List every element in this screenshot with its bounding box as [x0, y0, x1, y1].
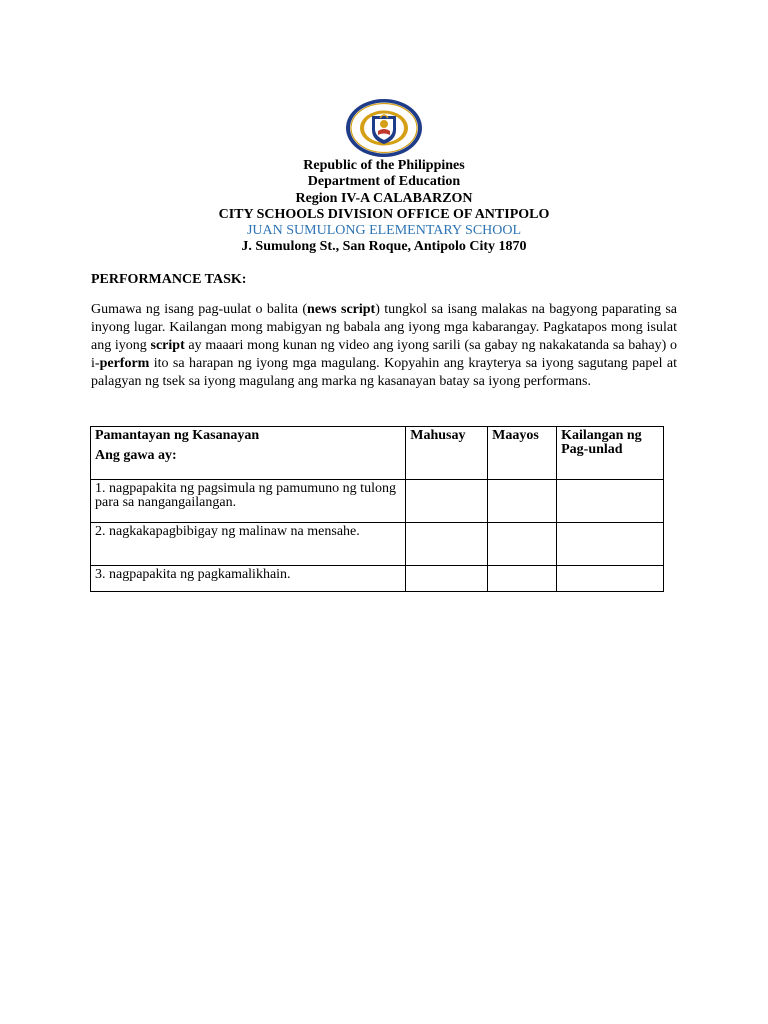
header-republic: Republic of the Philippines: [303, 158, 465, 173]
mark-cell[interactable]: [488, 566, 557, 592]
criterion-3: 3. nagpapakita ng pagkamalikhain.: [91, 566, 406, 592]
mark-cell[interactable]: [557, 523, 664, 566]
mark-cell[interactable]: [557, 566, 664, 592]
task-instructions: Gumawa ng isang pag-uulat o balita (news script) tungkol sa isang malakas na bagyong paparating sa inyong lugar. Kailangan mong mabigyan ng babala ang iyong mga kabarangay. Pagkatapos mong isulat ang iyong script ay maaari mong kunan ng video ang iyong sarili (sa gabay ng nakakatanda sa bahay) o i-perform ito sa harapan ng iyong mga magulang. Kopyahin ang krayterya sa iyong sagutang papel at palagyan ng tsek sa iyong magulang ang marka ng kasanayan batay sa iyong performans.: [91, 302, 678, 389]
mark-cell[interactable]: [406, 480, 488, 523]
document-header: [0, 158, 768, 256]
header-division: CITY SCHOOLS DIVISION OFFICE OF ANTIPOLO: [218, 206, 550, 222]
mark-cell[interactable]: [406, 566, 488, 592]
header-address: J. Sumulong St., San Roque, Antipolo City 1870: [241, 239, 527, 255]
rubric-header-row: [91, 427, 664, 480]
header-school-name: JUAN SUMULONG ELEMENTARY SCHOOL: [246, 223, 522, 239]
criteria-header: Pamantayan ng Kasanayan Ang gawa ay:: [91, 427, 406, 480]
header-region: Region IV-A CALABARZON: [295, 190, 473, 206]
table-row: [91, 480, 664, 523]
mark-cell[interactable]: [488, 523, 557, 566]
mark-cell[interactable]: [557, 480, 664, 523]
rubric-table: [90, 426, 664, 592]
kailangan-header: Kailangan ng Pag-unlad: [557, 427, 664, 480]
maayos-header: Maayos: [488, 427, 557, 480]
deped-seal-logo: [344, 98, 424, 158]
mahusay-header: Mahusay: [406, 427, 488, 480]
mark-cell[interactable]: [488, 480, 557, 523]
performance-task-title: PERFORMANCE TASK:: [91, 272, 247, 287]
header-department: Department of Education: [307, 174, 461, 190]
table-row: [91, 566, 664, 592]
criterion-1: 1. nagpapakita ng pagsimula ng pamumuno ng tulong para sa nangangailangan.: [91, 480, 406, 523]
table-row: [91, 523, 664, 566]
mark-cell[interactable]: [406, 523, 488, 566]
criterion-2: 2. nagkakapagbibigay ng malinaw na mensahe.: [91, 523, 406, 566]
